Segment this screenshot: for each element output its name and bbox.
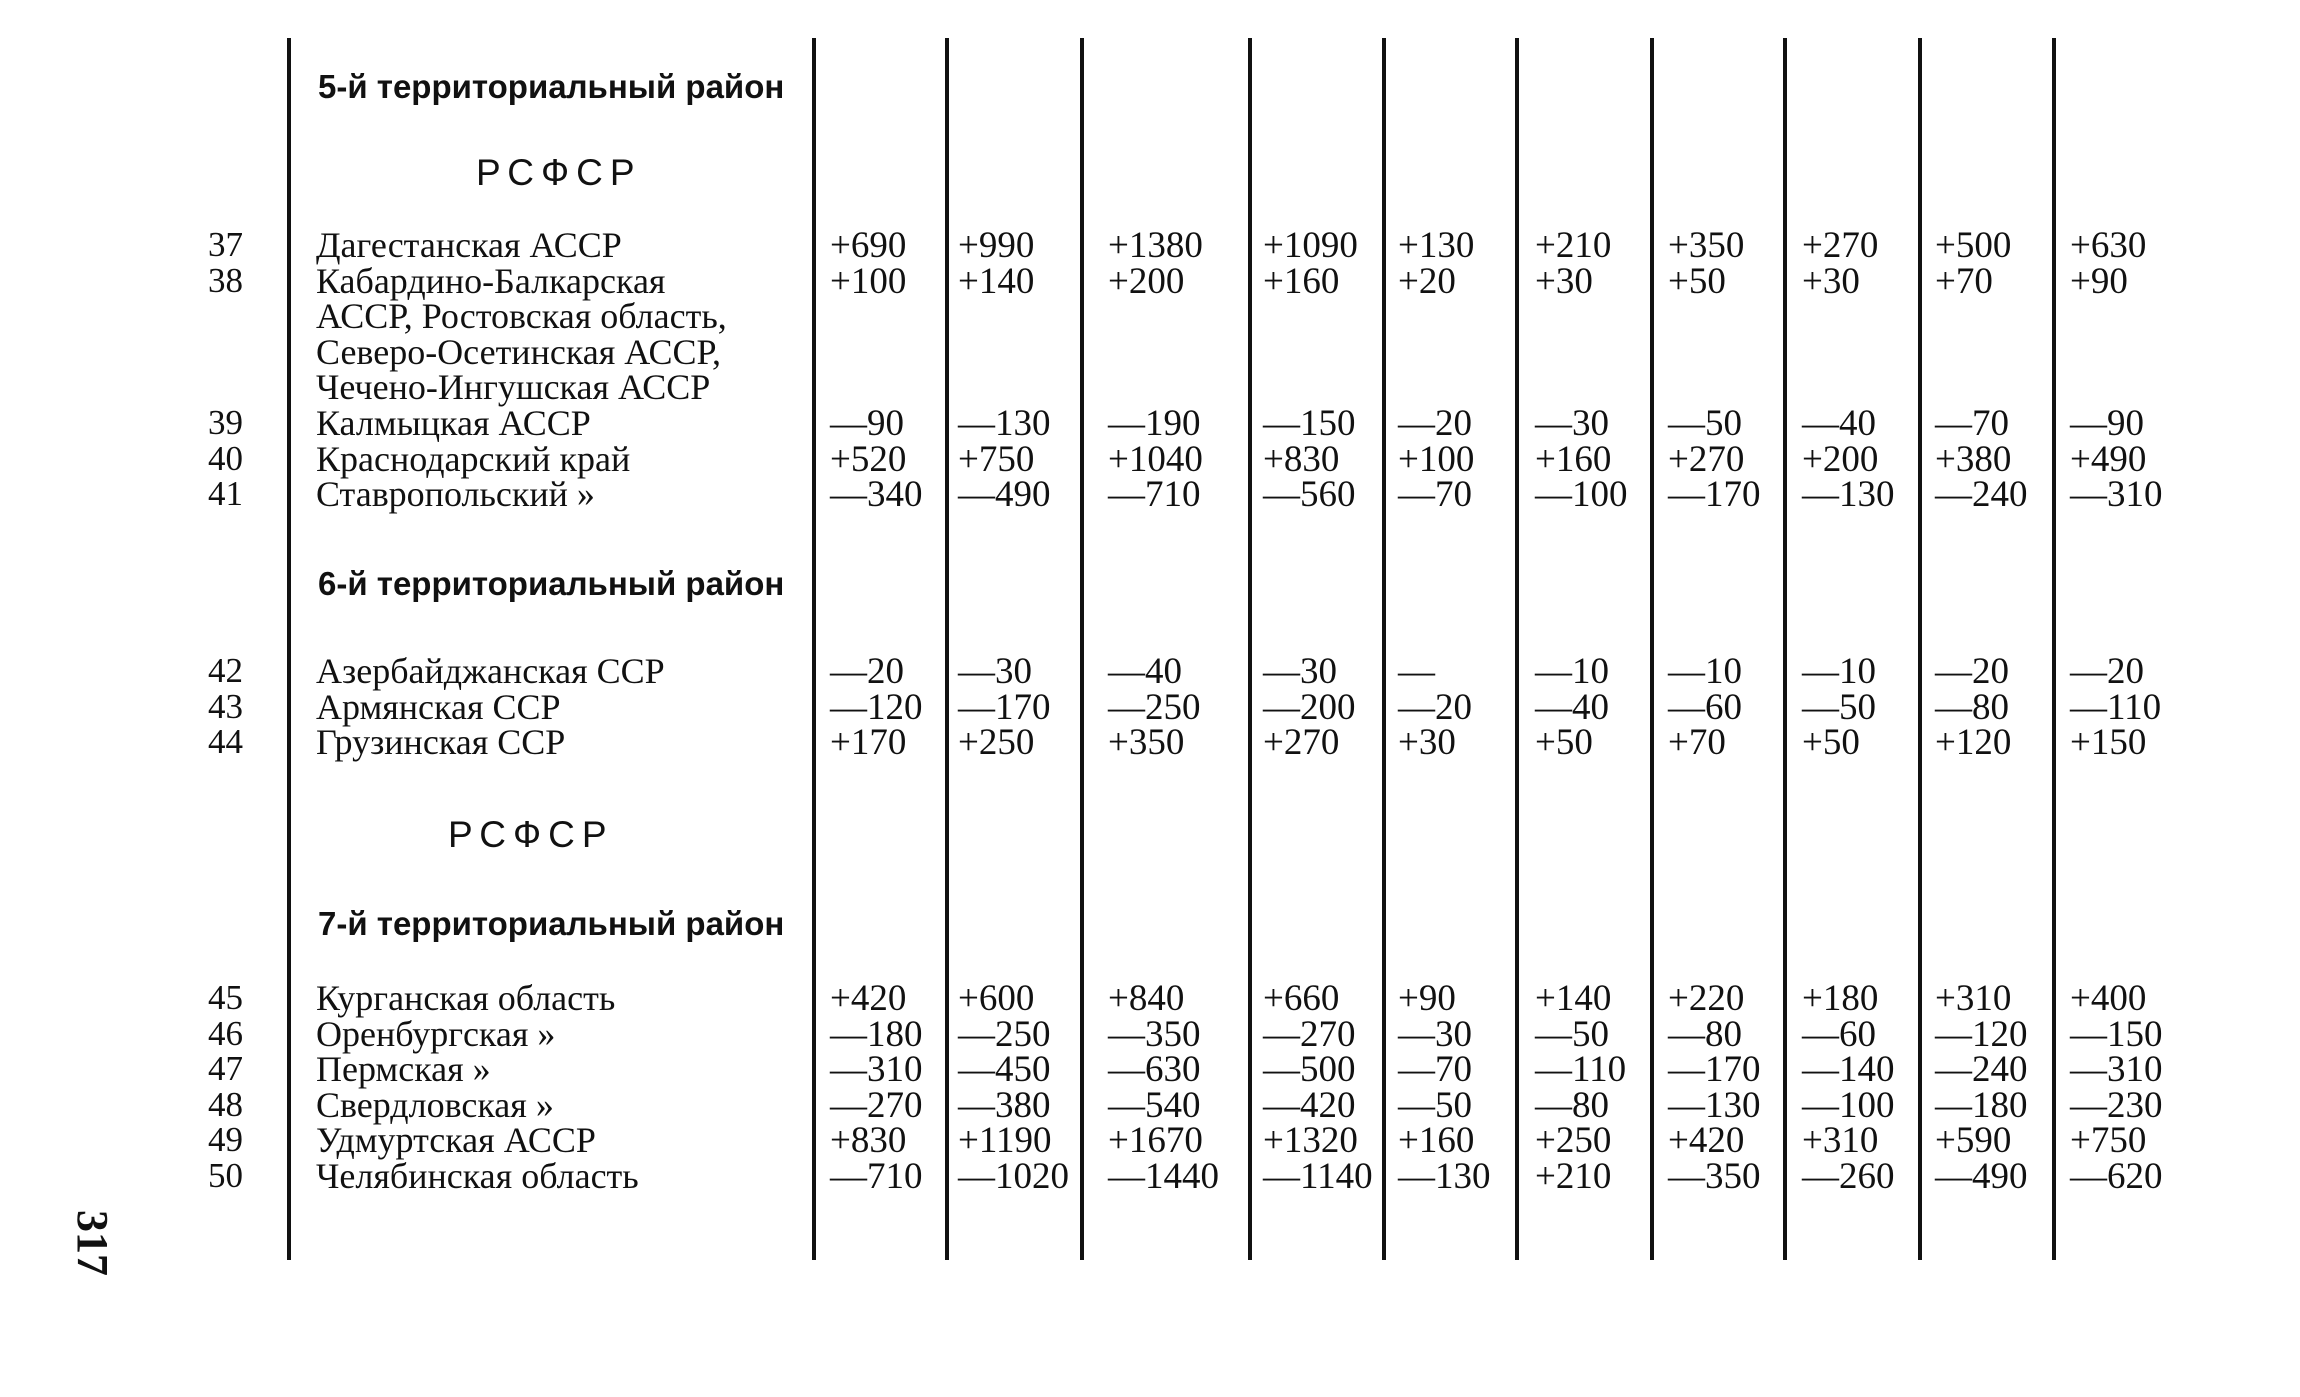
table-cell: —1020 <box>958 1156 1069 1197</box>
table-cell: +70 <box>1668 722 1726 763</box>
table-cell: +590 <box>1935 1120 2012 1161</box>
table-cell: +50 <box>1535 722 1593 763</box>
table-cell: +50 <box>1802 722 1860 763</box>
region-name: Челябинская область <box>316 1156 639 1196</box>
table-cell: —50 <box>1802 687 1876 728</box>
table-cell: —140 <box>1802 1049 1895 1090</box>
table-cell: +380 <box>1935 439 2012 480</box>
table-cell: +1320 <box>1263 1120 1358 1161</box>
table-cell: +630 <box>2070 225 2147 266</box>
table-cell: —100 <box>1535 474 1628 515</box>
table-cell: —110 <box>1535 1049 1627 1090</box>
table-cell: —80 <box>1535 1085 1609 1126</box>
table-cell: +350 <box>1668 225 1745 266</box>
table-cell: —40 <box>1802 403 1876 444</box>
table-cell: +310 <box>1935 978 2012 1019</box>
row-number: 41 <box>208 474 243 513</box>
table-cell: +520 <box>830 439 907 480</box>
table-cell: —10 <box>1668 651 1742 692</box>
column-rule-4 <box>1080 38 1084 1260</box>
table-cell: —190 <box>1108 403 1201 444</box>
table-cell: —350 <box>1108 1014 1201 1055</box>
table-cell: —310 <box>2070 1049 2163 1090</box>
region-name: Краснодарский край <box>316 439 631 479</box>
table-cell: +840 <box>1108 978 1185 1019</box>
table-cell: +270 <box>1668 439 1745 480</box>
table-cell: +420 <box>1668 1120 1745 1161</box>
table-cell: —130 <box>1668 1085 1761 1126</box>
column-rule-10 <box>1918 38 1922 1260</box>
table-cell: —420 <box>1263 1085 1356 1126</box>
table-cell: —50 <box>1535 1014 1609 1055</box>
column-rule-1 <box>287 38 291 1260</box>
table-cell: —70 <box>1398 474 1472 515</box>
region-name: Ставропольский » <box>316 474 595 514</box>
table-cell: —20 <box>2070 651 2144 692</box>
page-number: 317 <box>68 1210 117 1276</box>
table-cell: —70 <box>1398 1049 1472 1090</box>
table-cell: +180 <box>1802 978 1879 1019</box>
table-cell: —260 <box>1802 1156 1895 1197</box>
table-cell: —170 <box>1668 1049 1761 1090</box>
table-cell: +210 <box>1535 1156 1612 1197</box>
row-number: 37 <box>208 225 243 264</box>
section-heading: 6-й территориальный район <box>318 565 785 602</box>
table-cell: —20 <box>1935 651 2009 692</box>
table-cell: —10 <box>1802 651 1876 692</box>
table-cell: —490 <box>958 474 1051 515</box>
table-cell: —1440 <box>1108 1156 1219 1197</box>
table-cell: +250 <box>958 722 1035 763</box>
table-cell: +310 <box>1802 1120 1879 1161</box>
row-number: 42 <box>208 651 243 690</box>
table-cell: —1140 <box>1263 1156 1373 1197</box>
table-cell: —240 <box>1935 474 2028 515</box>
region-name-continued: Чечено-Ингушская АССР <box>316 367 711 407</box>
table-cell: +750 <box>958 439 1035 480</box>
section-heading: 5-й территориальный район <box>318 68 785 105</box>
region-name: Кабардино-Балкарская <box>316 261 666 301</box>
row-number: 45 <box>208 978 243 1017</box>
table-cell: +160 <box>1263 261 1340 302</box>
table-cell: +30 <box>1802 261 1860 302</box>
table-cell: +1380 <box>1108 225 1203 266</box>
table-cell: +1190 <box>958 1120 1052 1161</box>
table-cell: +20 <box>1398 261 1456 302</box>
table-cell: —340 <box>830 474 923 515</box>
table-cell: —170 <box>958 687 1051 728</box>
table-cell: +90 <box>1398 978 1456 1019</box>
table-cell: —60 <box>1802 1014 1876 1055</box>
table-cell: —310 <box>2070 474 2163 515</box>
table-cell: —30 <box>1535 403 1609 444</box>
table-cell: —710 <box>830 1156 923 1197</box>
table-cell: +830 <box>1263 439 1340 480</box>
republic-heading: РСФСР <box>448 814 614 855</box>
table-cell: +170 <box>830 722 907 763</box>
region-name-continued: Северо-Осетинская АССР, <box>316 332 722 372</box>
table-cell: —90 <box>830 403 904 444</box>
table-cell: —130 <box>1802 474 1895 515</box>
table-cell: —490 <box>1935 1156 2028 1197</box>
table-cell: —20 <box>1398 687 1472 728</box>
region-name-continued: АССР, Ростовская область, <box>316 296 727 336</box>
table-cell: —60 <box>1668 687 1742 728</box>
row-number: 44 <box>208 722 243 761</box>
table-cell: —20 <box>830 651 904 692</box>
table-cell: +100 <box>830 261 907 302</box>
region-name: Оренбургская » <box>316 1014 556 1054</box>
table-cell: —270 <box>1263 1014 1356 1055</box>
table-cell: —450 <box>958 1049 1051 1090</box>
table-cell: +130 <box>1398 225 1475 266</box>
table-cell: +500 <box>1935 225 2012 266</box>
table-cell: —130 <box>958 403 1051 444</box>
table-cell: +140 <box>958 261 1035 302</box>
table-cell: +50 <box>1668 261 1726 302</box>
table-cell: —100 <box>1802 1085 1895 1126</box>
table-cell: +70 <box>1935 261 1993 302</box>
table-cell: +250 <box>1535 1120 1612 1161</box>
row-number: 38 <box>208 261 243 300</box>
table-cell: —250 <box>1108 687 1201 728</box>
row-number: 46 <box>208 1014 243 1053</box>
table-cell: +30 <box>1398 722 1456 763</box>
column-rule-2 <box>812 38 816 1260</box>
region-name: Дагестанская АССР <box>316 225 622 265</box>
table-cell: —120 <box>1935 1014 2028 1055</box>
column-rule-8 <box>1650 38 1654 1260</box>
table-cell: —150 <box>1263 403 1356 444</box>
row-number: 47 <box>208 1049 243 1088</box>
table-cell: —50 <box>1398 1085 1472 1126</box>
row-number: 39 <box>208 403 243 442</box>
table-cell: —20 <box>1398 403 1472 444</box>
republic-heading: РСФСР <box>476 152 642 193</box>
table-cell: +160 <box>1535 439 1612 480</box>
table-cell: —310 <box>830 1049 923 1090</box>
table-cell: +400 <box>2070 978 2147 1019</box>
table-cell: +270 <box>1263 722 1340 763</box>
table-cell: +270 <box>1802 225 1879 266</box>
row-number: 43 <box>208 687 243 726</box>
table-cell: +90 <box>2070 261 2128 302</box>
table-cell: +1040 <box>1108 439 1203 480</box>
table-cell: —70 <box>1935 403 2009 444</box>
table-cell: —710 <box>1108 474 1201 515</box>
region-name: Пермская » <box>316 1049 491 1089</box>
table-cell: +750 <box>2070 1120 2147 1161</box>
table-cell: —30 <box>1263 651 1337 692</box>
table-cell: —30 <box>1398 1014 1472 1055</box>
table-cell: +200 <box>1802 439 1879 480</box>
row-number: 48 <box>208 1085 243 1124</box>
table-cell: +120 <box>1935 722 2012 763</box>
table-cell: +210 <box>1535 225 1612 266</box>
table-cell: +200 <box>1108 261 1185 302</box>
table-cell: +490 <box>2070 439 2147 480</box>
column-rule-5 <box>1248 38 1252 1260</box>
table-cell: —630 <box>1108 1049 1201 1090</box>
region-name: Армянская ССР <box>316 687 561 727</box>
table-cell: —620 <box>2070 1156 2163 1197</box>
table-cell: +1090 <box>1263 225 1358 266</box>
column-rule-6 <box>1382 38 1386 1260</box>
table-cell: —30 <box>958 651 1032 692</box>
table-cell: +1670 <box>1108 1120 1203 1161</box>
table-cell: +660 <box>1263 978 1340 1019</box>
table-cell: +100 <box>1398 439 1475 480</box>
table-cell: +220 <box>1668 978 1745 1019</box>
table-cell: —350 <box>1668 1156 1761 1197</box>
table-cell: —240 <box>1935 1049 2028 1090</box>
table-cell: —80 <box>1935 687 2009 728</box>
column-rule-11 <box>2052 38 2056 1260</box>
table-cell: —230 <box>2070 1085 2163 1126</box>
table-cell: —130 <box>1398 1156 1491 1197</box>
table-cell: —80 <box>1668 1014 1742 1055</box>
table-cell: —200 <box>1263 687 1356 728</box>
table-cell: —40 <box>1535 687 1609 728</box>
table-cell: —180 <box>830 1014 923 1055</box>
table-cell: —40 <box>1108 651 1182 692</box>
column-rule-3 <box>945 38 949 1260</box>
table-cell: +420 <box>830 978 907 1019</box>
table-cell: —560 <box>1263 474 1356 515</box>
table-cell: +150 <box>2070 722 2147 763</box>
table-cell: —170 <box>1668 474 1761 515</box>
column-rule-7 <box>1515 38 1519 1260</box>
table-cell: —120 <box>830 687 923 728</box>
table-cell: —180 <box>1935 1085 2028 1126</box>
table-cell: +30 <box>1535 261 1593 302</box>
table-cell: —10 <box>1535 651 1609 692</box>
row-number: 49 <box>208 1120 243 1159</box>
region-name: Курганская область <box>316 978 616 1018</box>
table-cell: +350 <box>1108 722 1185 763</box>
table-cell: —250 <box>958 1014 1051 1055</box>
table-cell: +600 <box>958 978 1035 1019</box>
row-number: 50 <box>208 1156 243 1195</box>
table-cell: +140 <box>1535 978 1612 1019</box>
table-cell: —540 <box>1108 1085 1201 1126</box>
table-cell: +160 <box>1398 1120 1475 1161</box>
table-cell: —380 <box>958 1085 1051 1126</box>
table-cell: —50 <box>1668 403 1742 444</box>
region-name: Удмуртская АССР <box>316 1120 596 1160</box>
region-name: Грузинская ССР <box>316 722 566 762</box>
table-cell: —500 <box>1263 1049 1356 1090</box>
region-name: Азербайджанская ССР <box>316 651 665 691</box>
region-name: Свердловская » <box>316 1085 554 1125</box>
region-name: Калмыцкая АССР <box>316 403 591 443</box>
table-cell: —150 <box>2070 1014 2163 1055</box>
row-number: 40 <box>208 439 243 478</box>
section-heading: 7-й территориальный район <box>318 905 785 942</box>
table-cell: +830 <box>830 1120 907 1161</box>
table-cell: +990 <box>958 225 1035 266</box>
table-cell: —270 <box>830 1085 923 1126</box>
column-rule-9 <box>1783 38 1787 1260</box>
table-cell: —110 <box>2070 687 2162 728</box>
table-cell: —90 <box>2070 403 2144 444</box>
table-cell: — <box>1398 651 1435 692</box>
table-cell: +690 <box>830 225 907 266</box>
